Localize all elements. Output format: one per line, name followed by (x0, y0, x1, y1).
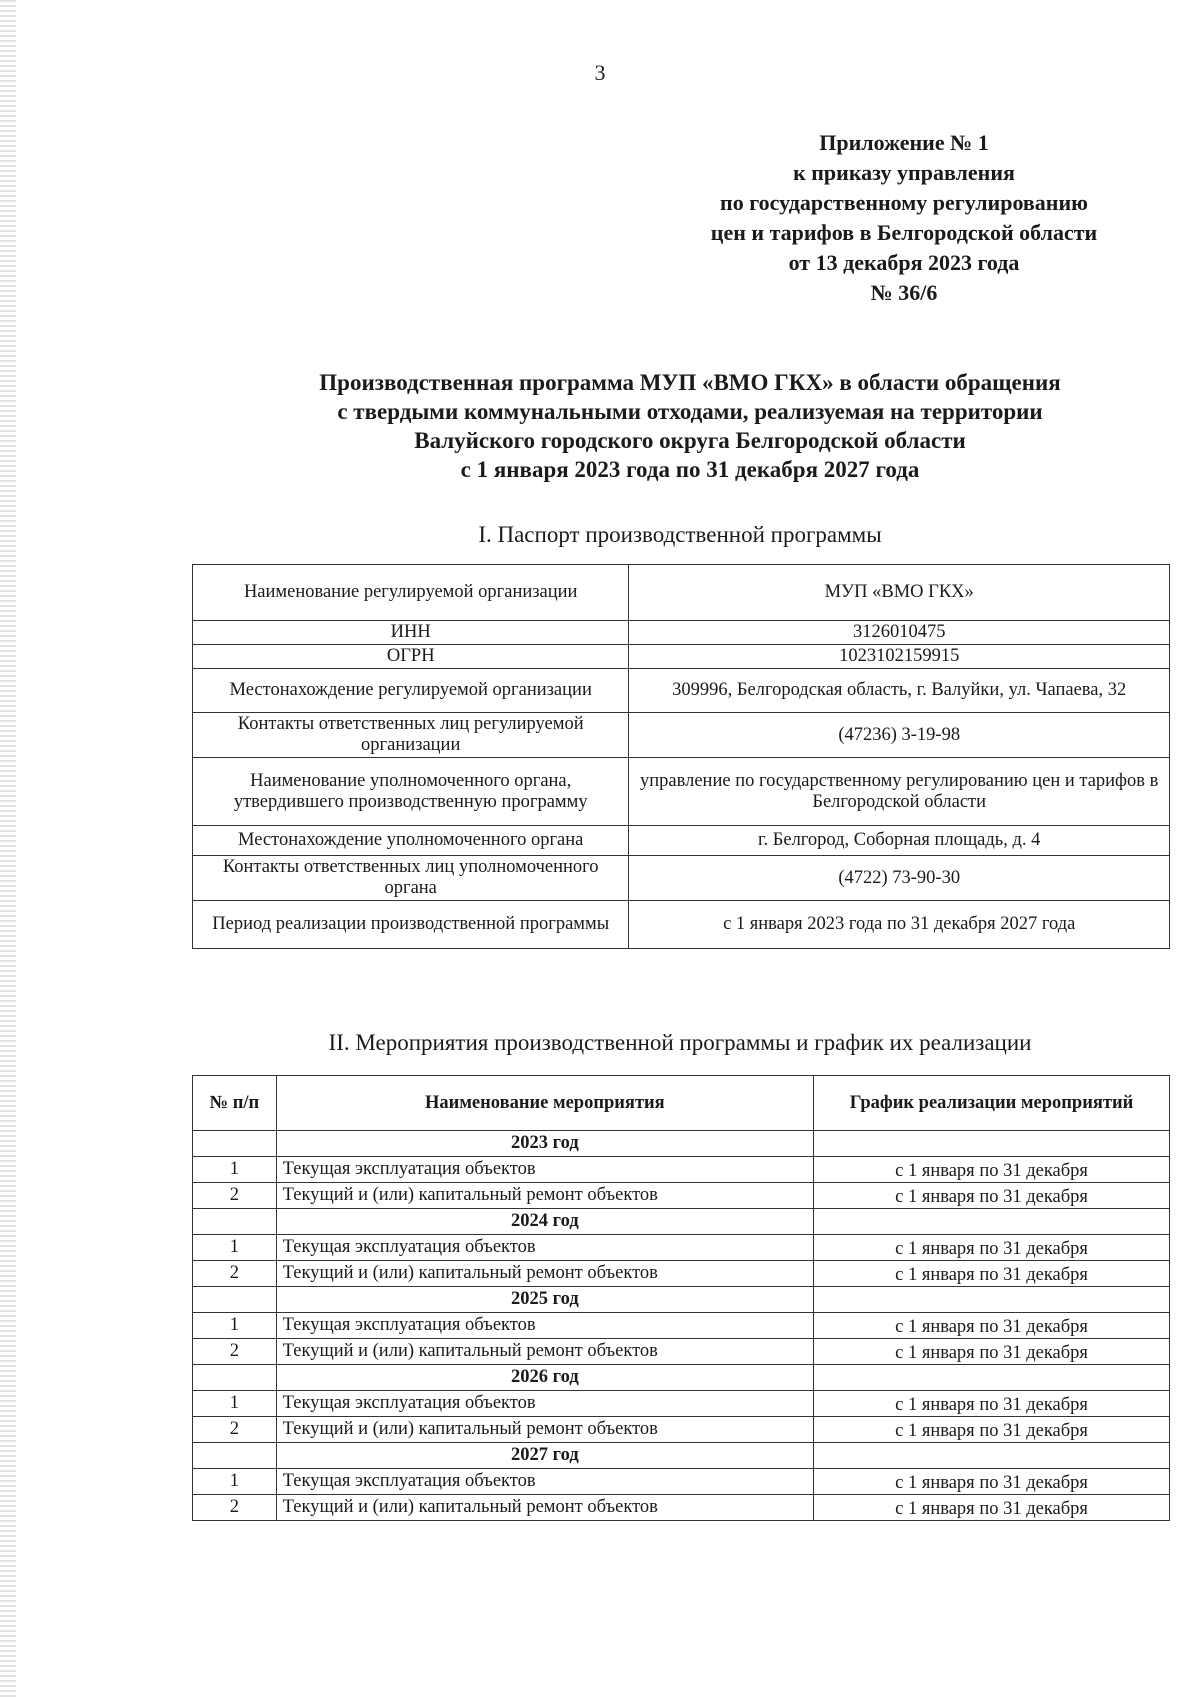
appendix-line: к приказу управления (793, 160, 1015, 185)
event-row (193, 1495, 1170, 1521)
event-name: Текущая эксплуатация объектов (276, 1391, 813, 1417)
passport-row (193, 621, 1170, 645)
passport-value: (47236) 3-19-98 (629, 713, 1170, 758)
event-name: Текущий и (или) капитальный ремонт объектов (276, 1339, 813, 1365)
appendix-block (644, 128, 1164, 308)
event-name: Текущий и (или) капитальный ремонт объектов (276, 1495, 813, 1521)
title-line: Валуйского городского округа Белгородской области (414, 428, 966, 453)
passport-value: 1023102159915 (629, 645, 1170, 669)
passport-value: управление по государственному регулированию цен и тарифов в Белгородской области (629, 758, 1170, 826)
passport-label: Местонахождение уполномоченного органа (193, 826, 629, 856)
year-row (193, 1209, 1170, 1235)
passport-row (193, 645, 1170, 669)
year-label: 2023 год (276, 1131, 813, 1157)
year-label: 2026 год (276, 1365, 813, 1391)
event-num: 2 (193, 1183, 277, 1209)
year-row (193, 1287, 1170, 1313)
year-num-cell (193, 1131, 277, 1157)
event-schedule: с 1 января по 31 декабря (814, 1261, 1170, 1287)
event-name: Текущая эксплуатация объектов (276, 1313, 813, 1339)
events-table-body (193, 1131, 1170, 1521)
event-schedule: с 1 января по 31 декабря (814, 1417, 1170, 1443)
header-name: Наименование мероприятия (276, 1076, 813, 1131)
passport-value: г. Белгород, Соборная площадь, д. 4 (629, 826, 1170, 856)
page-number: 3 (594, 60, 606, 85)
events-header-row (193, 1076, 1170, 1131)
title-line: Производственная программа МУП «ВМО ГКХ» в области обращения (319, 370, 1061, 395)
document-title (250, 368, 1130, 484)
event-num: 1 (193, 1391, 277, 1417)
event-schedule: с 1 января по 31 декабря (814, 1391, 1170, 1417)
event-row (193, 1391, 1170, 1417)
header-schedule: График реализации мероприятий (814, 1076, 1170, 1131)
passport-row (193, 758, 1170, 826)
event-num: 2 (193, 1495, 277, 1521)
event-row (193, 1339, 1170, 1365)
year-row (193, 1131, 1170, 1157)
event-num: 1 (193, 1469, 277, 1495)
event-row (193, 1183, 1170, 1209)
passport-label: ИНН (193, 621, 629, 645)
scan-edge-marks (0, 0, 16, 1697)
event-num: 1 (193, 1235, 277, 1261)
year-num-cell (193, 1365, 277, 1391)
passport-table-body (193, 565, 1170, 949)
passport-row (193, 713, 1170, 758)
passport-value: 3126010475 (629, 621, 1170, 645)
appendix-line: цен и тарифов в Белгородской области (710, 220, 1098, 245)
events-table (192, 1075, 1170, 1521)
year-row (193, 1443, 1170, 1469)
passport-label: Контакты ответственных лиц регулируемой организации (193, 713, 629, 758)
event-num: 2 (193, 1261, 277, 1287)
passport-row (193, 826, 1170, 856)
year-label: 2027 год (276, 1443, 813, 1469)
year-schedule-cell (814, 1131, 1170, 1157)
year-schedule-cell (814, 1365, 1170, 1391)
header-num: № п/п (193, 1076, 277, 1131)
appendix-line: от 13 декабря 2023 года (788, 250, 1020, 275)
event-schedule: с 1 января по 31 декабря (814, 1495, 1170, 1521)
event-name: Текущий и (или) капитальный ремонт объектов (276, 1417, 813, 1443)
passport-value: с 1 января 2023 года по 31 декабря 2027 года (629, 901, 1170, 949)
event-row (193, 1235, 1170, 1261)
event-row (193, 1417, 1170, 1443)
year-label: 2024 год (276, 1209, 813, 1235)
appendix-line: Приложение № 1 (819, 130, 989, 155)
event-num: 2 (193, 1417, 277, 1443)
event-row (193, 1157, 1170, 1183)
event-schedule: с 1 января по 31 декабря (814, 1469, 1170, 1495)
event-schedule: с 1 января по 31 декабря (814, 1339, 1170, 1365)
year-schedule-cell (814, 1209, 1170, 1235)
year-num-cell (193, 1209, 277, 1235)
event-row (193, 1261, 1170, 1287)
passport-row (193, 565, 1170, 621)
passport-table (192, 564, 1170, 949)
event-num: 2 (193, 1339, 277, 1365)
event-name: Текущая эксплуатация объектов (276, 1235, 813, 1261)
event-row (193, 1313, 1170, 1339)
year-num-cell (193, 1443, 277, 1469)
year-schedule-cell (814, 1287, 1170, 1313)
passport-label: Наименование уполномоченного органа, утвердившего производственную программу (193, 758, 629, 826)
appendix-line: по государственному регулированию (720, 190, 1088, 215)
event-num: 1 (193, 1313, 277, 1339)
passport-row (193, 669, 1170, 713)
event-schedule: с 1 января по 31 декабря (814, 1235, 1170, 1261)
passport-row (193, 901, 1170, 949)
passport-value: 309996, Белгородская область, г. Валуйки, ул. Чапаева, 32 (629, 669, 1170, 713)
event-schedule: с 1 января по 31 декабря (814, 1183, 1170, 1209)
section2-heading: II. Мероприятия производственной программы и график их реализации (328, 1030, 1032, 1055)
passport-label: Контакты ответственных лиц уполномоченного органа (193, 856, 629, 901)
passport-label: Местонахождение регулируемой организации (193, 669, 629, 713)
event-row (193, 1469, 1170, 1495)
event-name: Текущая эксплуатация объектов (276, 1157, 813, 1183)
event-name: Текущая эксплуатация объектов (276, 1469, 813, 1495)
event-schedule: с 1 января по 31 декабря (814, 1157, 1170, 1183)
event-num: 1 (193, 1157, 277, 1183)
title-line: с твердыми коммунальными отходами, реализуемая на территории (337, 399, 1043, 424)
passport-value: МУП «ВМО ГКХ» (629, 565, 1170, 621)
passport-label: Наименование регулируемой организации (193, 565, 629, 621)
passport-label: Период реализации производственной программы (193, 901, 629, 949)
year-schedule-cell (814, 1443, 1170, 1469)
event-name: Текущий и (или) капитальный ремонт объектов (276, 1183, 813, 1209)
appendix-line: № 36/6 (870, 280, 938, 305)
event-schedule: с 1 января по 31 декабря (814, 1313, 1170, 1339)
passport-label: ОГРН (193, 645, 629, 669)
passport-row (193, 856, 1170, 901)
event-name: Текущий и (или) капитальный ремонт объектов (276, 1261, 813, 1287)
section1-heading: I. Паспорт производственной программы (478, 522, 882, 547)
year-num-cell (193, 1287, 277, 1313)
title-line: с 1 января 2023 года по 31 декабря 2027 года (460, 457, 920, 482)
year-label: 2025 год (276, 1287, 813, 1313)
passport-value: (4722) 73-90-30 (629, 856, 1170, 901)
year-row (193, 1365, 1170, 1391)
